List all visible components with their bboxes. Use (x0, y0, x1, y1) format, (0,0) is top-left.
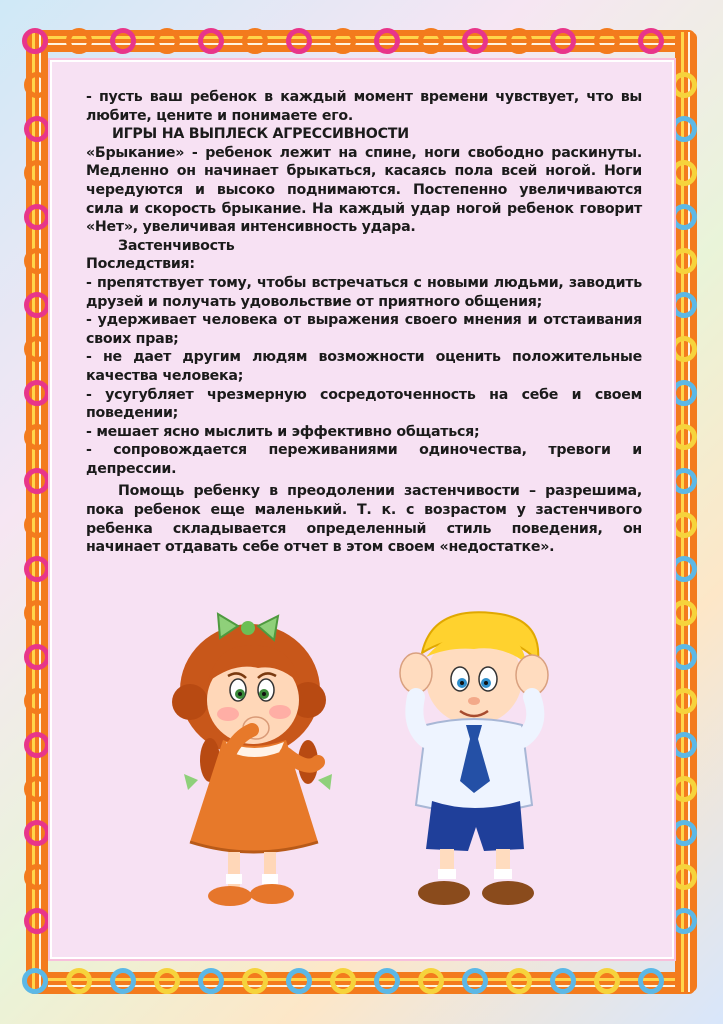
frame-ring (374, 968, 400, 994)
frame-ring (594, 28, 620, 54)
consequence-item: - не дает другим людям возможности оценить положительные качества человека; (86, 349, 642, 384)
frame-ring (24, 776, 50, 802)
frame-ring (418, 28, 444, 54)
frame-ring (24, 380, 50, 406)
consequence-item: - препятствует тому, чтобы встречаться с новыми людьми, заводить друзей и получать удовольствие от приятного общения; (86, 274, 642, 310)
frame-ring (24, 600, 50, 626)
frame-ring (242, 28, 268, 54)
frame-ring (671, 908, 697, 934)
frame-ring (671, 864, 697, 890)
frame-ring (24, 864, 50, 890)
frame-ring (671, 600, 697, 626)
paragraph-kicking-game: «Брыкание» - ребенок лежит на спине, ноги свободно раскинуты. Медленно он начинает брыкаться, касаясь пола всей ногой. Ноги чередуются и высоко поднимаются. Постепенно увеличиваются сила и скорость брыкание. На каждый удар ногой ребенок говорит «Нет», увеличивая интенсивность удара. (86, 144, 642, 236)
frame-ring (671, 644, 697, 670)
frame-ring (286, 28, 312, 54)
frame-ring (550, 28, 576, 54)
section-heading-games: ИГРЫ НА ВЫПЛЕСК АГРЕССИВНОСТИ (112, 126, 409, 143)
frame-ring (198, 968, 224, 994)
frame-ring (154, 28, 180, 54)
frame-ring (24, 688, 50, 714)
frame-ring (110, 28, 136, 54)
frame-ring (22, 28, 48, 54)
frame-ring (462, 28, 488, 54)
boy-illustration (392, 605, 557, 915)
frame-ring (198, 28, 224, 54)
shy-girl-illustration (168, 612, 358, 912)
frame-ring (638, 28, 664, 54)
frame-ring (24, 248, 50, 274)
frame-ring (462, 968, 488, 994)
frame-ring (24, 424, 50, 450)
consequence-item: - мешает ясно мыслить и эффективно общаться; (86, 423, 480, 440)
frame-ring (671, 204, 697, 230)
frame-ring (24, 556, 50, 582)
frame-ring (550, 968, 576, 994)
frame-ring (24, 908, 50, 934)
consequence-item: - удерживает человека от выражения своего мнения и отстаивания своих прав; (86, 312, 642, 347)
frame-ring (671, 776, 697, 802)
frame-ring (242, 968, 268, 994)
frame-ring (671, 116, 697, 142)
frame-ring (671, 248, 697, 274)
document-text (86, 88, 642, 557)
frame-ring (24, 732, 50, 758)
paragraph-help: Помощь ребенку в преодолении застенчивости – разрешима, пока ребенок еще маленький. Т. к. с возрастом у застенчивого ребенка складывается определенный стиль поведения, он начинает отдавать себе отчет в этом своем «недостатке». (86, 483, 642, 556)
frame-ring (24, 292, 50, 318)
frame-ring (506, 28, 532, 54)
frame-ring (594, 968, 620, 994)
frame-ring (418, 968, 444, 994)
frame-ring (66, 968, 92, 994)
frame-ring (24, 468, 50, 494)
frame-ring (671, 732, 697, 758)
frame-ring (66, 28, 92, 54)
frame-ring (506, 968, 532, 994)
frame-ring (671, 512, 697, 538)
frame-ring (671, 292, 697, 318)
frame-ring (24, 116, 50, 142)
consequences-label: Последствия: (86, 256, 195, 273)
frame-ring (154, 968, 180, 994)
section-heading-shyness: Застенчивость (118, 237, 235, 254)
frame-ring (24, 820, 50, 846)
frame-ring (671, 424, 697, 450)
frame-ring (24, 336, 50, 362)
frame-ring (110, 968, 136, 994)
frame-ring (671, 820, 697, 846)
frame-ring (671, 556, 697, 582)
frame-ring (374, 28, 400, 54)
frame-ring (671, 380, 697, 406)
consequence-item: - усугубляет чрезмерную сосредоточенность на себе и своем поведении; (86, 386, 642, 422)
frame-ring (24, 160, 50, 186)
frame-ring (330, 968, 356, 994)
frame-ring (286, 968, 312, 994)
frame-ring (638, 968, 664, 994)
frame-ring (24, 512, 50, 538)
frame-ring (671, 688, 697, 714)
paragraph-intro: - пусть ваш ребенок в каждый момент времени чувствует, что вы любите, цените и понимаете его. (86, 89, 642, 124)
frame-ring (671, 336, 697, 362)
frame-ring (671, 160, 697, 186)
frame-ring (22, 968, 48, 994)
frame-ring (24, 204, 50, 230)
frame-ring (330, 28, 356, 54)
frame-ring (24, 72, 50, 98)
frame-ring (24, 644, 50, 670)
frame-ring (671, 72, 697, 98)
consequence-item: - сопровождается переживаниями одиночества, тревоги и депрессии. (86, 442, 642, 477)
frame-ring (671, 468, 697, 494)
